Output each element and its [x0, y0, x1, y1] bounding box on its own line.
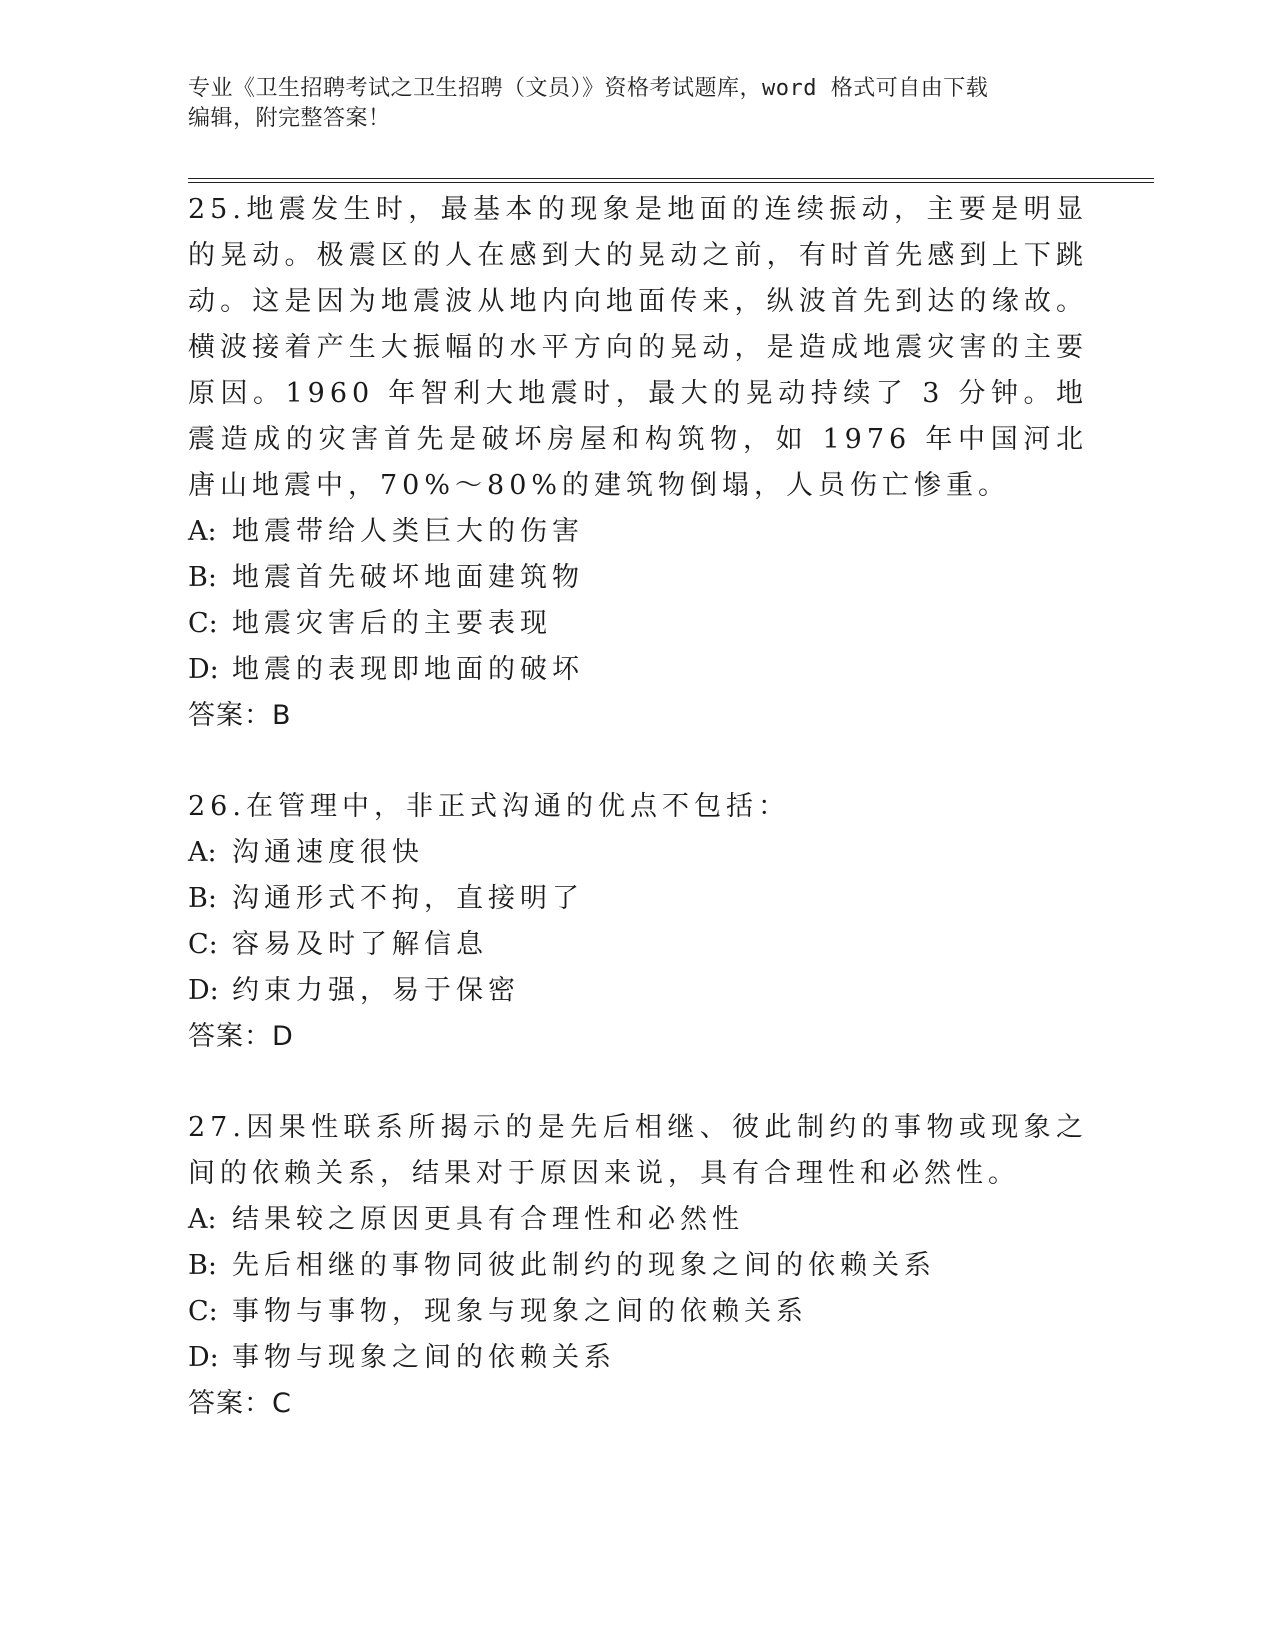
- option-d: [188, 968, 1088, 1014]
- question-27: [188, 1105, 1088, 1427]
- option-key: C:: [188, 929, 218, 960]
- question-list: [188, 187, 1088, 1472]
- option-text: 事物与事物，现象与现象之间的依赖关系: [232, 1296, 808, 1327]
- option-c: [188, 922, 1088, 968]
- option-text: 先后相继的事物同彼此制约的现象之间的依赖关系: [232, 1250, 936, 1281]
- option-a: [188, 1197, 1088, 1243]
- option-text: 沟通形式不拘，直接明了: [232, 883, 584, 914]
- option-a: [188, 509, 1088, 555]
- option-text: 地震灾害后的主要表现: [232, 608, 552, 639]
- answer-label: 答案：D: [188, 1021, 294, 1052]
- option-text: 结果较之原因更具有合理性和必然性: [232, 1204, 744, 1235]
- question-25: [188, 187, 1088, 739]
- answer-label: 答案：B: [188, 700, 292, 731]
- option-key: C:: [188, 608, 218, 639]
- option-text: 容易及时了解信息: [232, 929, 488, 960]
- option-key: A:: [188, 1204, 217, 1235]
- option-key: C:: [188, 1296, 218, 1327]
- option-key: D:: [188, 975, 219, 1006]
- option-d: [188, 1335, 1088, 1381]
- option-text: 事物与现象之间的依赖关系: [232, 1342, 616, 1373]
- header-title-line-1: 专业《卫生招聘考试之卫生招聘（文员）》资格考试题库，word 格式可自由下载: [188, 76, 989, 101]
- option-c: [188, 601, 1088, 647]
- option-b: [188, 876, 1088, 922]
- option-key: B:: [188, 883, 217, 914]
- option-text: 地震带给人类巨大的伤害: [232, 516, 584, 547]
- header-title-line-2: 编辑，附完整答案！: [188, 106, 391, 131]
- option-text: 沟通速度很快: [232, 837, 424, 868]
- option-text: 约束力强，易于保密: [232, 975, 520, 1006]
- question-26: [188, 784, 1088, 1060]
- option-key: A:: [188, 516, 217, 547]
- question-text: 26.在管理中，非正式沟通的优点不包括：: [188, 791, 790, 822]
- option-c: [188, 1289, 1088, 1335]
- question-text: 27.因果性联系所揭示的是先后相继、彼此制约的事物或现象之间的依赖关系，结果对于原因来说，具有合理性和必然性。: [188, 1112, 1088, 1189]
- option-a: [188, 830, 1088, 876]
- option-key: A:: [188, 837, 217, 868]
- option-d: [188, 647, 1088, 693]
- option-b: [188, 1243, 1088, 1289]
- option-text: 地震首先破坏地面建筑物: [232, 562, 584, 593]
- document-header: [188, 74, 1068, 134]
- option-key: D:: [188, 654, 219, 685]
- answer-label: 答案：C: [188, 1388, 292, 1419]
- question-text: 25.地震发生时，最基本的现象是地面的连续振动，主要是明显的晃动。极震区的人在感到大的晃动之前，有时首先感到上下跳动。这是因为地震波从地内向地面传来，纵波首先到达的缘故。横波接着产生大振幅的水平方向的晃动，是造成地震灾害的主要原因。1960 年智利大地震时，最大的晃动持续了 3 分钟。地震造成的灾害首先是破坏房屋和构筑物，如 1976 年中国河北唐山地震中，70%～80%的建筑物倒塌，人员伤亡惨重。: [188, 194, 1088, 501]
- option-key: D:: [188, 1342, 219, 1373]
- option-key: B:: [188, 562, 217, 593]
- option-b: [188, 555, 1088, 601]
- option-key: B:: [188, 1250, 217, 1281]
- header-divider: [188, 178, 1154, 183]
- option-text: 地震的表现即地面的破坏: [232, 654, 584, 685]
